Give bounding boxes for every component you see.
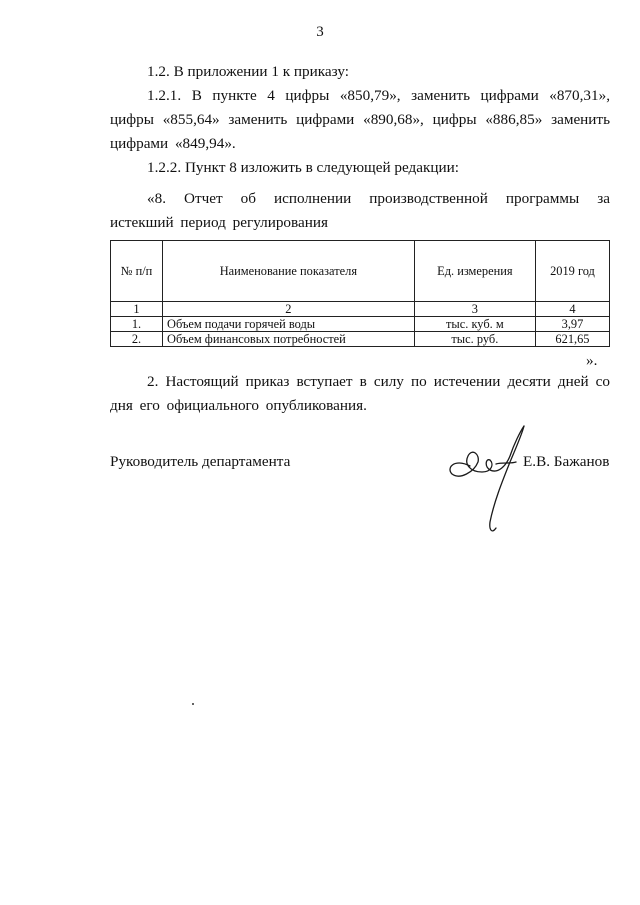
signatory-name: Е.В. Бажанов	[523, 453, 610, 470]
signatory-title: Руководитель департамента	[110, 453, 291, 470]
row-name-cell: Объем финансовых потребностей	[163, 332, 415, 347]
column-number-cell: 4	[535, 302, 609, 317]
row-value-cell: 621,65	[535, 332, 609, 347]
paragraph-1-2-2: 1.2.2. Пункт 8 изложить в следующей редакции:	[147, 159, 460, 176]
row-name-cell: Объем подачи горячей воды	[163, 317, 415, 332]
table-column-numbers-row	[111, 302, 610, 317]
production-program-table	[110, 240, 610, 347]
paragraph-1-2-1: 1.2.1. В пункте 4 цифры «850,79», заменить цифрами «870,31», цифры «855,64» заменить цифрами «890,68», цифры «886,85» заменить цифрами «849,94».	[110, 87, 610, 152]
table-header-row	[111, 241, 610, 302]
page-number: 3	[316, 24, 324, 40]
table-row	[111, 332, 610, 347]
row-number-cell: 2.	[111, 332, 163, 347]
paragraph-2: 2. Настоящий приказ вступает в силу по истечении десяти дней со дня его официального опубликования.	[110, 373, 610, 414]
column-number-cell: 3	[414, 302, 535, 317]
header-cell-unit: Ед. измерения	[414, 241, 535, 302]
row-number-cell: 1.	[111, 317, 163, 332]
row-unit-cell: тыс. куб. м	[414, 317, 535, 332]
paragraph-1-2: 1.2. В приложении 1 к приказу:	[147, 63, 349, 80]
column-number-cell: 2	[163, 302, 415, 317]
paragraph-item-8-intro: «8. Отчет об исполнении производственной программы за истекший период регулирования	[110, 190, 610, 231]
header-cell-year: 2019 год	[535, 241, 609, 302]
table-row	[111, 317, 610, 332]
closing-quote: ».	[586, 352, 598, 369]
header-cell-number: № п/п	[111, 241, 163, 302]
scan-speck	[192, 703, 194, 705]
row-value-cell: 3,97	[535, 317, 609, 332]
row-unit-cell: тыс. руб.	[414, 332, 535, 347]
header-cell-name: Наименование показателя	[163, 241, 415, 302]
handwritten-signature	[440, 418, 530, 538]
column-number-cell: 1	[111, 302, 163, 317]
